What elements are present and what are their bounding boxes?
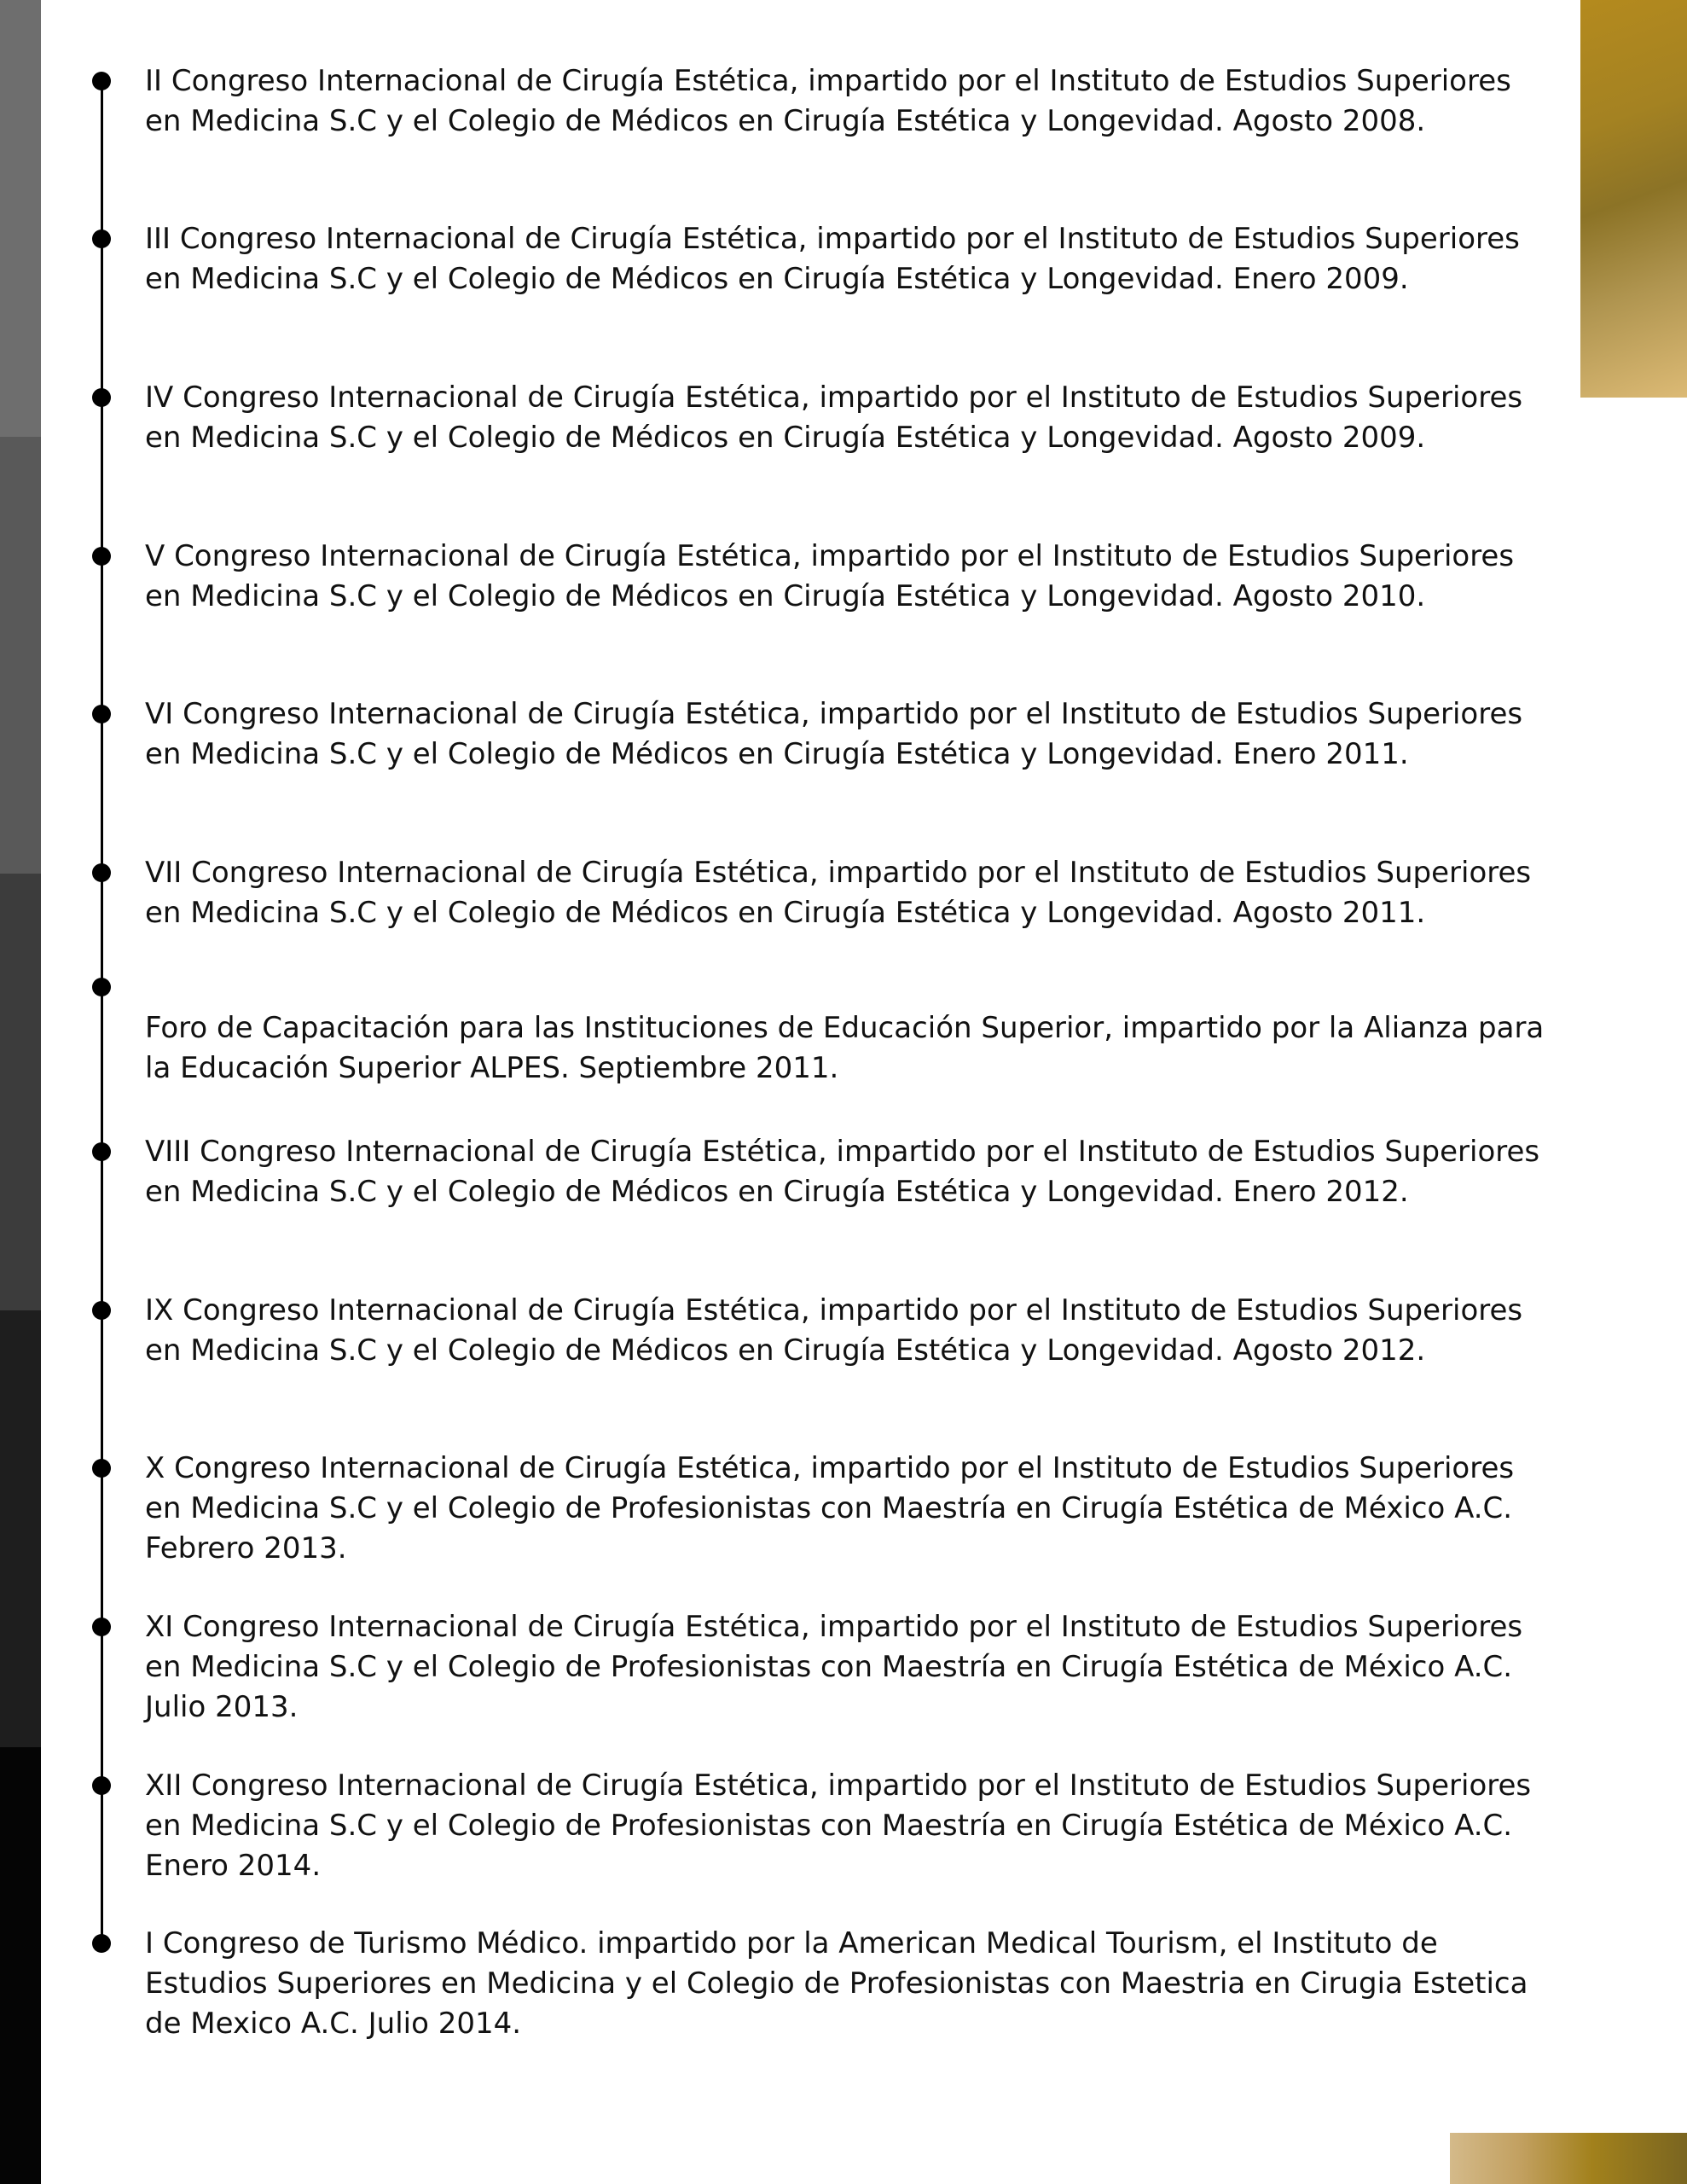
timeline-bullet: [92, 705, 111, 723]
entry-text: VII Congreso Internacional de Cirugía Estética, impartido por el Instituto de Estudios Superiores en Medicina S.C y el Colegio de Médicos en Cirugía Estética y Longevidad. Agosto 2011.: [145, 856, 1532, 930]
timeline-bullet: [92, 1776, 111, 1795]
entry-text: IX Congreso Internacional de Cirugía Estética, impartido por el Instituto de Estudios Superiores en Medicina S.C y el Colegio de Médicos en Cirugía Estética y Longevidad. Agosto 2012.: [145, 1293, 1523, 1368]
timeline-bullet: [92, 1618, 111, 1636]
entry-text: XI Congreso Internacional de Cirugía Estética, impartido por el Instituto de Estudios Superiores en Medicina S.C y el Colegio de Profesionistas con Maestría en Cirugía Estética de México A.C. Julio 2013.: [145, 1610, 1523, 1724]
entry-text: X Congreso Internacional de Cirugía Estética, impartido por el Instituto de Estudios Superiores en Medicina S.C y el Colegio de Profesionistas con Maestría en Cirugía Estética de México A.C. Febrero 2013.: [145, 1451, 1515, 1565]
timeline-bullet: [92, 229, 111, 248]
timeline-bullet: [92, 1459, 111, 1478]
entry-text: V Congreso Internacional de Cirugía Estética, impartido por el Instituto de Estudios Superiores en Medicina S.C y el Colegio de Médicos en Cirugía Estética y Longevidad. Agosto 2010.: [145, 539, 1515, 613]
entry-text: Foro de Capacitación para las Instituciones de Educación Superior, impartido por la Alianza para la Educación Superior ALPES. Septiembre 2011.: [145, 1011, 1545, 1085]
timeline-bullet: [92, 863, 111, 882]
timeline-bullet: [92, 978, 111, 996]
timeline-bullet: [92, 1301, 111, 1320]
entry-text: I Congreso de Turismo Médico. impartido por la American Medical Tourism, el Instituto de Estudios Superiores en Medicina y el Colegio de Profesionistas con Maestria en Cirugia Estetica de Mexico A.C. Julio 2014.: [145, 1926, 1528, 2041]
timeline-bullet: [92, 72, 111, 90]
entry-text: IV Congreso Internacional de Cirugía Estética, impartido por el Instituto de Estudios Superiores en Medicina S.C y el Colegio de Médicos en Cirugía Estética y Longevidad. Agosto 2009.: [145, 380, 1523, 455]
entry-text: VIII Congreso Internacional de Cirugía Estética, impartido por el Instituto de Estudios Superiores en Medicina S.C y el Colegio de Médicos en Cirugía Estética y Longevidad. Enero 2012.: [145, 1135, 1540, 1209]
entry-text: II Congreso Internacional de Cirugía Estética, impartido por el Instituto de Estudios Superiores en Medicina S.C y el Colegio de Médicos en Cirugía Estética y Longevidad. Agosto 2008.: [145, 64, 1511, 138]
entry-text: VI Congreso Internacional de Cirugía Estética, impartido por el Instituto de Estudios Superiores en Medicina S.C y el Colegio de Médicos en Cirugía Estética y Longevidad. Enero 2011.: [145, 697, 1523, 771]
entry-text: XII Congreso Internacional de Cirugía Estética, impartido por el Instituto de Estudios Superiores en Medicina S.C y el Colegio de Profesionistas con Maestría en Cirugía Estética de México A.C. Enero 2014.: [145, 1769, 1532, 1883]
timeline-bullet: [92, 1142, 111, 1161]
entry-text: III Congreso Internacional de Cirugía Estética, impartido por el Instituto de Estudios Superiores en Medicina S.C y el Colegio de Médicos en Cirugía Estética y Longevidad. Enero 2009.: [145, 222, 1520, 296]
timeline-bullet: [92, 547, 111, 566]
timeline-bullet: [92, 1934, 111, 1953]
timeline-bullet: [92, 388, 111, 407]
